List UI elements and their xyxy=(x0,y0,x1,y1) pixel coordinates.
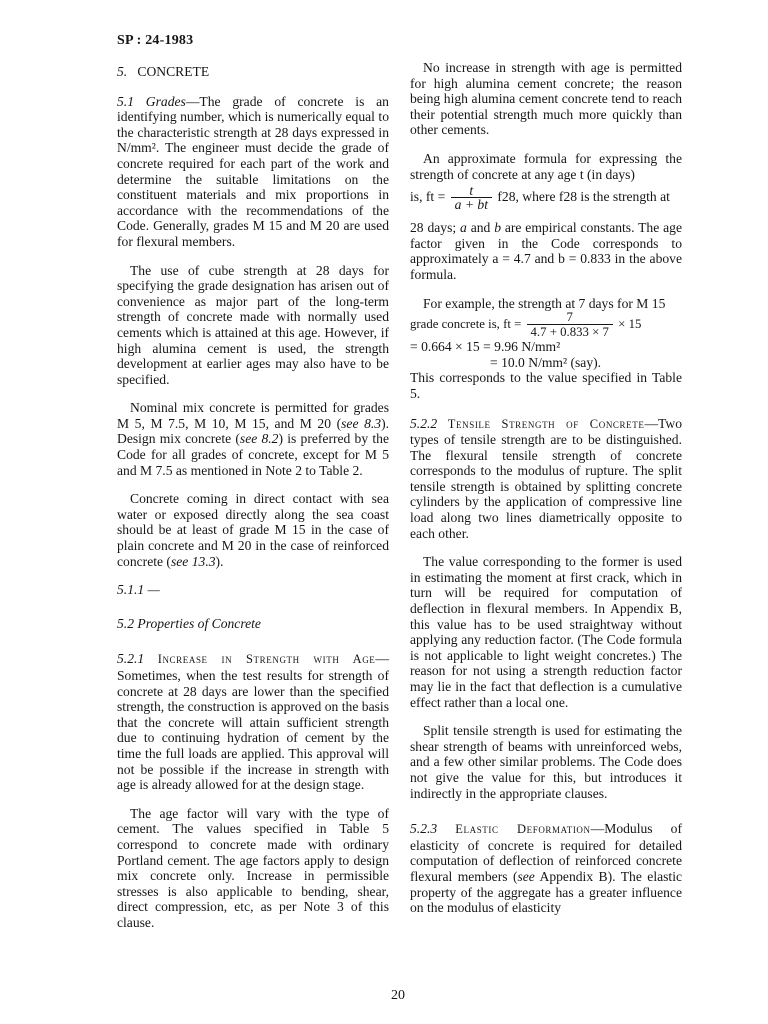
paragraph-former-value: The value corresponding to the former is used in estimating the moment at first crack, which in turn will be required for computation of deflection in flexural members. In Appendix B, this value has to be used straightway without applying any reduction factor. (The Code formula is not applicable to light weight concretes.) The reason for not using a strength reduction factor may lie in the fact that deflection is a cumulative effect rather than a local one. xyxy=(410,554,682,710)
paragraph-grades xyxy=(117,94,389,250)
fraction-numerator: 7 xyxy=(566,310,573,325)
example-formula xyxy=(410,311,682,339)
subsection-properties xyxy=(117,616,389,632)
age-strength-formula xyxy=(410,184,682,212)
clause-number: 5.2.1 xyxy=(117,651,145,667)
cross-reference: see 8.2 xyxy=(239,431,279,447)
text-run: ). Design mix concrete ( xyxy=(117,415,390,447)
fraction-numerator: t xyxy=(469,183,474,199)
formula-suffix: f28, where f28 is the strength at xyxy=(497,189,670,205)
text-run: 28 days; xyxy=(410,220,461,236)
document-code-header: SP : 24-1983 xyxy=(117,33,194,48)
section-number: 5. xyxy=(117,64,128,79)
example-result-2: = 10.0 N/mm² (say). xyxy=(490,354,602,370)
clause-title: Increase in Strength with Age xyxy=(157,652,376,667)
example-result-1: = 0.664 × 15 = 9.96 N/mm² xyxy=(410,339,561,355)
clause-number: 5.2.3 xyxy=(410,821,438,837)
formula-prefix: is, ft = xyxy=(410,189,446,205)
variable-b: b xyxy=(494,220,501,236)
paragraph-split-tensile: Split tensile strength is used for estimating the shear strength of beams with unreinforced webs, and a few other similar problems. The Code does not give the value for this, but introduces it indirectly in the appropriate clauses. xyxy=(410,723,682,801)
example-intro: For example, the strength at 7 days for M 15 xyxy=(423,295,666,311)
formula-fraction xyxy=(451,184,492,212)
clause-number: 5.1 xyxy=(117,93,134,109)
text-run: Nominal mix concrete is permitted for grades M 5, M 7.5, M 10, M 15, and M 20 ( xyxy=(117,400,389,431)
page-number: 20 xyxy=(391,988,405,1003)
fraction-denominator: 4.7 + 0.833 × 7 xyxy=(527,324,613,339)
paragraph-nominal-mix xyxy=(117,400,389,478)
paragraph-constants xyxy=(410,220,682,282)
text-run: and xyxy=(466,220,495,236)
paragraph-elastic-deformation xyxy=(410,821,682,916)
text-run: ) is preferred by the Code for all grades of concrete, except for M 5 and M 7.5 as mentioned in Note 2 to Table 2. xyxy=(117,431,389,478)
clause-5-1-1 xyxy=(117,582,389,598)
clause-text: —Two types of tensile strength are to be distinguished. The flexural tensile strength of concrete corresponds to the modulus of rupture. The split tensile strength is obtained by splitting concrete cylinders by the application of compressive line load along two lines diametrically opposite to each other. xyxy=(410,415,682,541)
clause-title: Elastic Deformation xyxy=(455,822,591,837)
paragraph-increase-strength xyxy=(117,651,389,792)
right-column xyxy=(410,60,682,929)
paragraph-cube-strength: The use of cube strength at 28 days for specifying the grade designation has arisen out of convenience as major part of the long-term strength of concrete made with normally used cements which is attained at this age. However, if high alumina cement is used, the strength development at earlier ages may also have to be specified. xyxy=(117,262,389,387)
fraction-denominator: a + bt xyxy=(451,197,492,212)
text-run: Concrete coming in direct contact with sea water or exposed directly along the sea coast should be at least of grade M 15 in the case of plain concrete and M 20 in the case of reinforced concrete ( xyxy=(117,491,389,569)
paragraph-high-alumina: No increase in strength with age is permitted for high alumina cement concrete; the reason being high alumina cement concrete tend to reach their potential strength much more quickly than other cements. xyxy=(410,60,682,138)
section-heading-concrete xyxy=(117,64,389,80)
formula-suffix: × 15 xyxy=(618,317,642,332)
cross-reference: see xyxy=(517,868,535,884)
paragraph-age-factor: The age factor will vary with the type of cement. The values specified in Table 5 correspond to concrete made with ordinary Portland cement. The age factors apply to design mix concrete only. Increase in permissible stresses is also applicable to bending, shear, direct compression, etc, as per Note 3 of this clause. xyxy=(117,805,389,930)
clause-text: Appendix B). The elastic property of the aggregate has a greater influence on the modulus of elasticity xyxy=(410,868,683,916)
cross-reference: see 13.3 xyxy=(170,553,216,569)
paragraph-formula-intro: An approximate formula for expressing the strength of concrete at any age t (in days) xyxy=(410,150,682,182)
clause-number: 5.1.1 — xyxy=(117,582,160,598)
section-title: CONCRETE xyxy=(137,64,210,79)
formula-prefix: grade concrete is, ft = xyxy=(410,317,522,332)
clause-text: —The grade of concrete is an identifying number, which is numerically equal to the characteristic strength at 28 days expressed in N/mm². The engineer must decide the grade of concrete required for each part of the work and determine the suitable limitations on the constituent materials and mix proportions in accordance with the recommendations of the Code. Generally, grades M 15 and M 20 are used for flexural members. xyxy=(117,93,389,249)
text-run: are empirical constants. The age factor given in the Code corresponds to approximately a = 4.7 and b = 0.833 in the above formula. xyxy=(410,220,682,282)
paragraph-table5-reference: This corresponds to the value specified in Table 5. xyxy=(410,370,682,401)
cross-reference: see 8.3 xyxy=(341,415,382,431)
paragraph-sea-water xyxy=(117,491,389,569)
left-column xyxy=(117,60,389,944)
paragraph-tensile-strength xyxy=(410,416,682,542)
example-fraction xyxy=(527,311,613,339)
clause-title: Tensile Strength of Concrete xyxy=(447,416,645,431)
clause-text: —Modulus of elasticity of concrete is required for detailed computation of deflection of reinforced concrete flexural members ( xyxy=(410,821,682,884)
subsection-title: 5.2 Properties of Concrete xyxy=(117,615,261,631)
text-run: ). xyxy=(215,553,224,569)
variable-a: a xyxy=(460,220,467,236)
clause-title: Grades xyxy=(145,93,186,109)
clause-number: 5.2.2 xyxy=(410,415,438,431)
clause-text: —Sometimes, when the test results for strength of concrete at 28 days are lower than the specified strength, the construction is approved on the basis that the concrete will attain sufficient strength due to continuing hydration of cement by the time the full loads are applied. This approval will not be possible if the increase in strength with age is already allowed for at the design stage. xyxy=(117,651,389,793)
